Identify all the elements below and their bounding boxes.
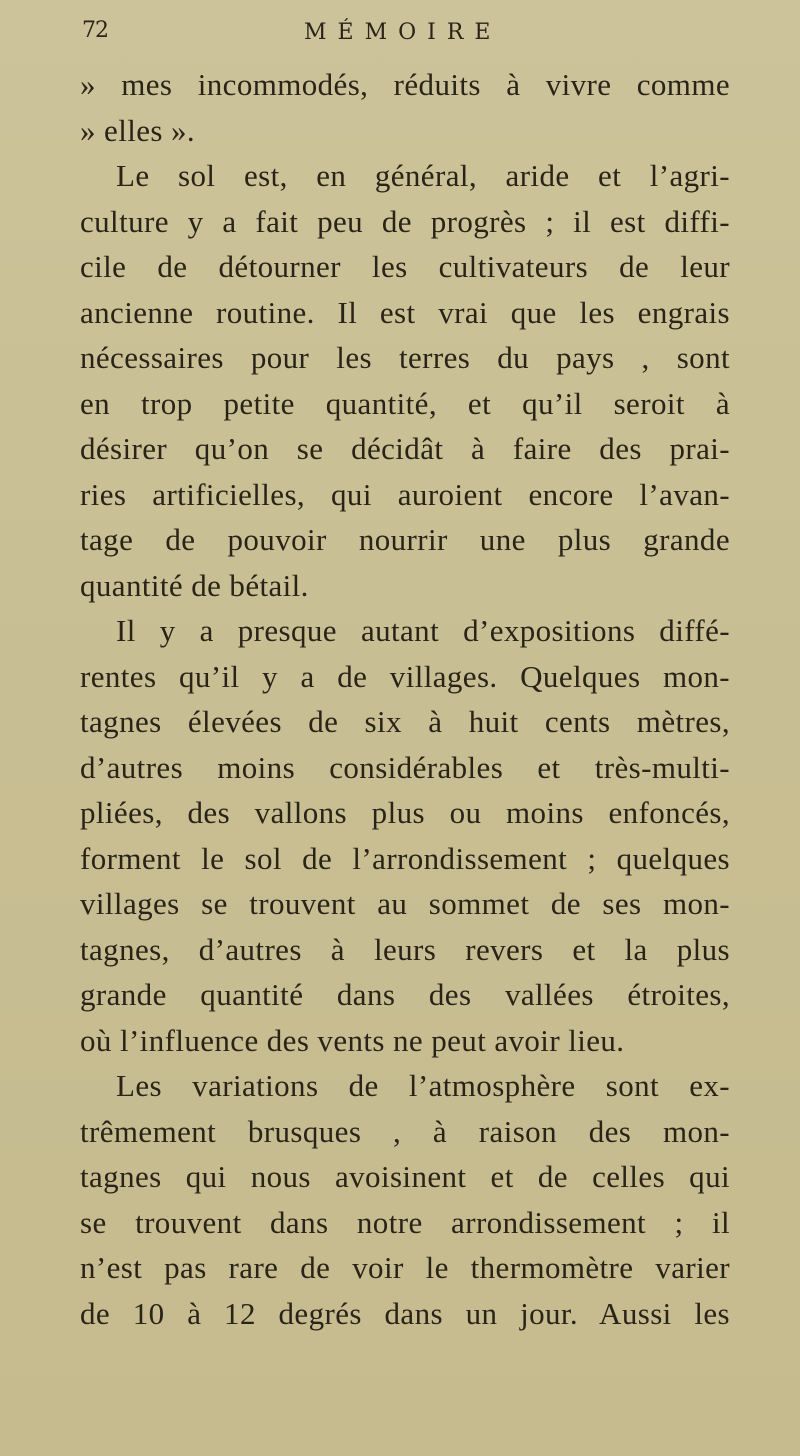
text-line: désirer qu’on se décidât à faire des prai-: [80, 431, 730, 466]
running-title: MÉMOIRE: [304, 20, 502, 45]
text-line: ries artificielles, qui auroient encore l’avan-: [80, 476, 730, 512]
text-line: où l’influence des vents ne peut avoir lieu.: [80, 1022, 625, 1058]
text-line: culture y a fait peu de progrès ; il est diffi-: [80, 203, 730, 239]
text-line: » elles ».: [80, 112, 196, 148]
text-line: en trop petite quantité, et qu’il seroit à: [80, 385, 730, 421]
text-line: tagnes élevées de six à huit cents mètres,: [80, 704, 730, 739]
text-line: ancienne routine. Il est vrai que les engrais: [80, 294, 730, 330]
text-line: grande quantité dans des vallées étroites,: [80, 977, 730, 1012]
text-line: pliées, des vallons plus ou moins enfoncés,: [80, 795, 730, 830]
text-line: villages se trouvent au sommet de ses mon-: [80, 886, 730, 921]
text-line: Il y a presque autant d’expositions diffé-: [116, 613, 730, 648]
body-text: [80, 62, 730, 1336]
text-line: » mes incommodés, réduits à vivre comme: [80, 67, 730, 102]
text-line: quantité de bétail.: [80, 567, 309, 603]
text-line: se trouvent dans notre arrondissement ; il: [80, 1204, 730, 1240]
text-line: forment le sol de l’arrondissement ; quelques: [80, 840, 730, 876]
text-line: rentes qu’il y a de villages. Quelques mon-: [80, 658, 730, 694]
text-line: tage de pouvoir nourrir une plus grande: [80, 522, 730, 557]
page-header: [82, 18, 730, 54]
text-line: trêmement brusques , à raison des mon-: [80, 1113, 730, 1149]
text-line: d’autres moins considérables et très-multi-: [80, 749, 730, 785]
text-line: Les variations de l’atmosphère sont ex-: [116, 1068, 730, 1103]
text-line: tagnes, d’autres à leurs revers et la plus: [80, 931, 730, 967]
text-line: Le sol est, en général, aride et l’agri-: [116, 158, 730, 193]
text-line: cile de détourner les cultivateurs de leur: [80, 249, 730, 284]
text-line: tagnes qui nous avoisinent et de celles qui: [80, 1159, 730, 1194]
text-line: nécessaires pour les terres du pays , sont: [80, 340, 730, 375]
page-number: 72: [82, 18, 108, 43]
text-line: de 10 à 12 degrés dans un jour. Aussi les: [80, 1295, 730, 1331]
text-line: n’est pas rare de voir le thermomètre varier: [80, 1250, 730, 1285]
